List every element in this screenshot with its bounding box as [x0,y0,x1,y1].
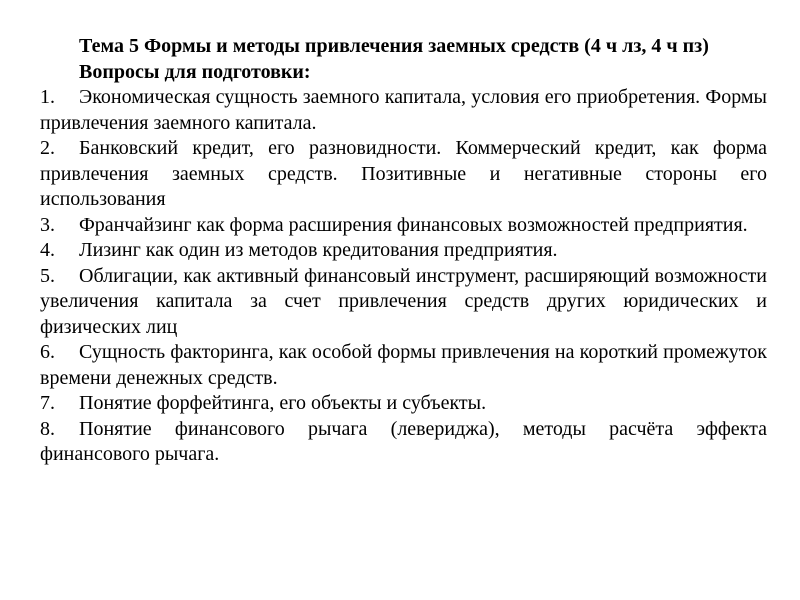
item-number: 8. [40,417,55,440]
list-item [40,136,767,213]
item-text: Облигации, как активный финансовый инструмент, расширяющий возможности увеличения капитала за счет привлечения средств других юридических и физических лиц [40,264,767,338]
list-item [40,85,767,136]
item-text: Банковский кредит, его разновидности. Коммерческий кредит, как форма привлечения заемных средств. Позитивные и негативные стороны его использования [40,137,767,210]
item-text: Экономическая сущность заемного капитала, условия его приобретения. Формы привлечения заемного капитала. [40,86,767,134]
item-number: 4. [40,239,55,261]
item-text: Лизинг как один из методов кредитования предприятия. [79,239,558,261]
item-text: Франчайзинг как форма расширения финансовых возможностей предприятия. [79,213,748,236]
list-item [40,391,767,417]
list-item [40,340,767,391]
list-item [40,213,767,239]
list-item [40,417,767,468]
list-item [40,238,767,264]
item-text: Понятие финансового рычага (левериджа), методы расчёта эффекта финансового рычага. [40,417,767,465]
document-page [40,34,767,468]
item-text: Сущность факторинга, как особой формы привлечения на короткий промежуток времени денежных средств. [40,341,767,389]
item-number: 7. [40,392,55,414]
questions-heading: Вопросы для подготовки: [79,60,311,83]
document-title: Тема 5 Формы и методы привлечения заемных средств (4 ч лз, 4 ч пз) [79,35,709,57]
questions-list [40,85,767,468]
item-number: 2. [40,137,55,159]
item-number: 3. [40,213,55,236]
list-item [40,264,767,341]
item-number: 1. [40,86,55,108]
item-number: 6. [40,341,55,363]
item-number: 5. [40,264,55,287]
item-text: Понятие форфейтинга, его объекты и субъекты. [79,392,487,414]
